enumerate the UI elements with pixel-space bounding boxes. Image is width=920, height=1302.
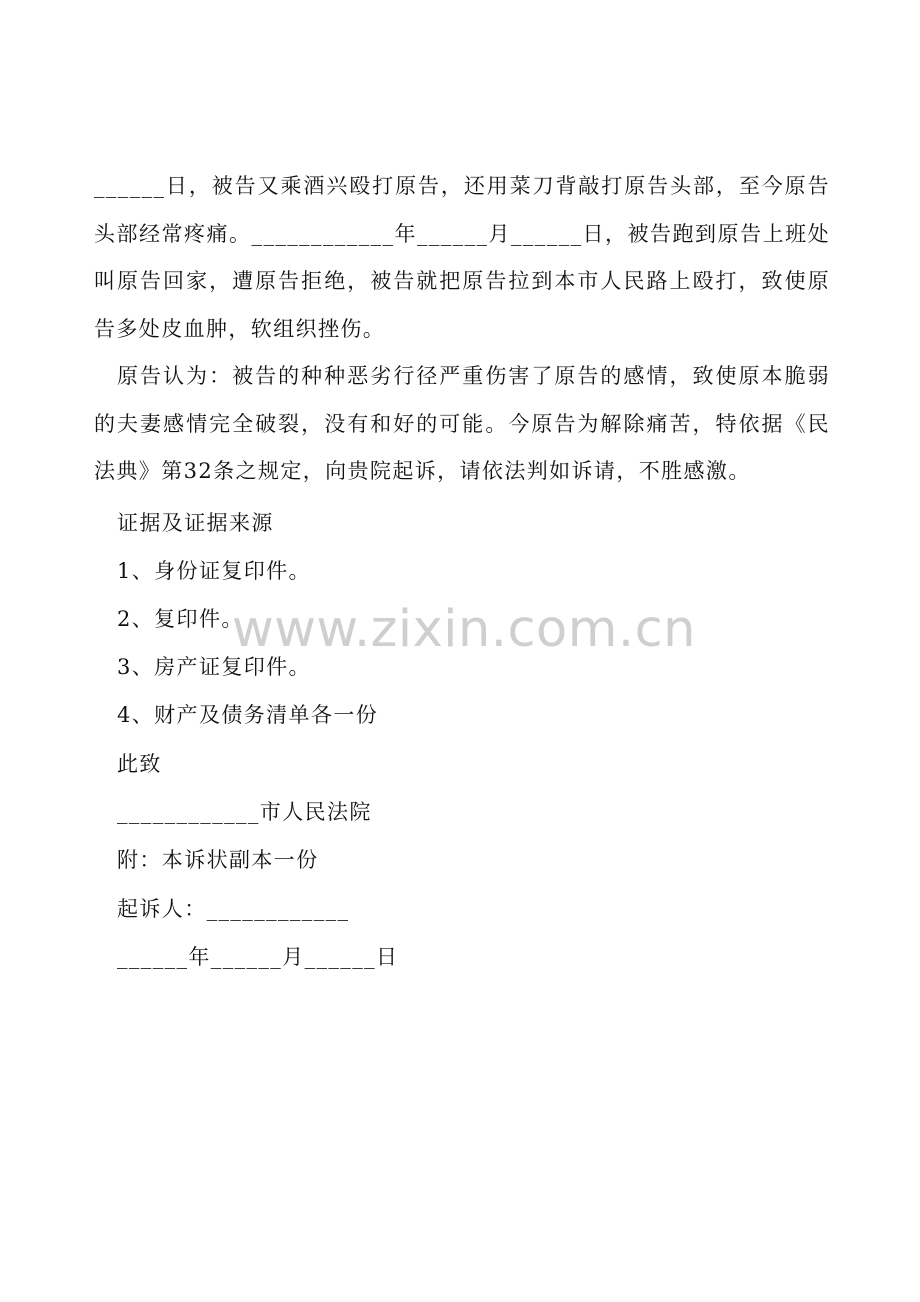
facts-paragraph: ______日，被告又乘酒兴殴打原告，还用菜刀背敲打原告头部，至今原告头部经常疼痛。____________年______月______日，被告跑到原告上班处叫原告回家，遭原告拒绝，被告就把原告拉到本市人民路上殴打，致使原告多处皮血肿，软组织挫伤。: [94, 174, 830, 341]
evidence-heading: 证据及证据来源: [117, 511, 274, 535]
filing-date: ______年______月______日: [117, 945, 399, 969]
claim-paragraph: 原告认为：被告的种种恶劣行径严重伤害了原告的感情，致使原本脆弱的夫妻感情完全破裂，没有和好的可能。今原告为解除痛苦，特依据《民法典》第32条之规定，向贵院起诉，请依法判如诉请，不胜感激。: [94, 364, 830, 483]
evidence-item: 1、身份证复印件。: [117, 559, 311, 583]
plaintiff-signature: 起诉人：____________: [117, 897, 350, 921]
watermark: www.zixin.com.cn: [232, 600, 696, 659]
closing-salutation: 此致: [117, 752, 162, 776]
attachment-note: 附：本诉状副本一份: [117, 848, 319, 872]
evidence-item: 3、房产证复印件。: [117, 655, 311, 679]
evidence-item: 4、财产及债务清单各一份: [117, 703, 379, 727]
court-name: ____________市人民法院: [117, 800, 372, 824]
evidence-item: 2、复印件。: [117, 607, 244, 631]
